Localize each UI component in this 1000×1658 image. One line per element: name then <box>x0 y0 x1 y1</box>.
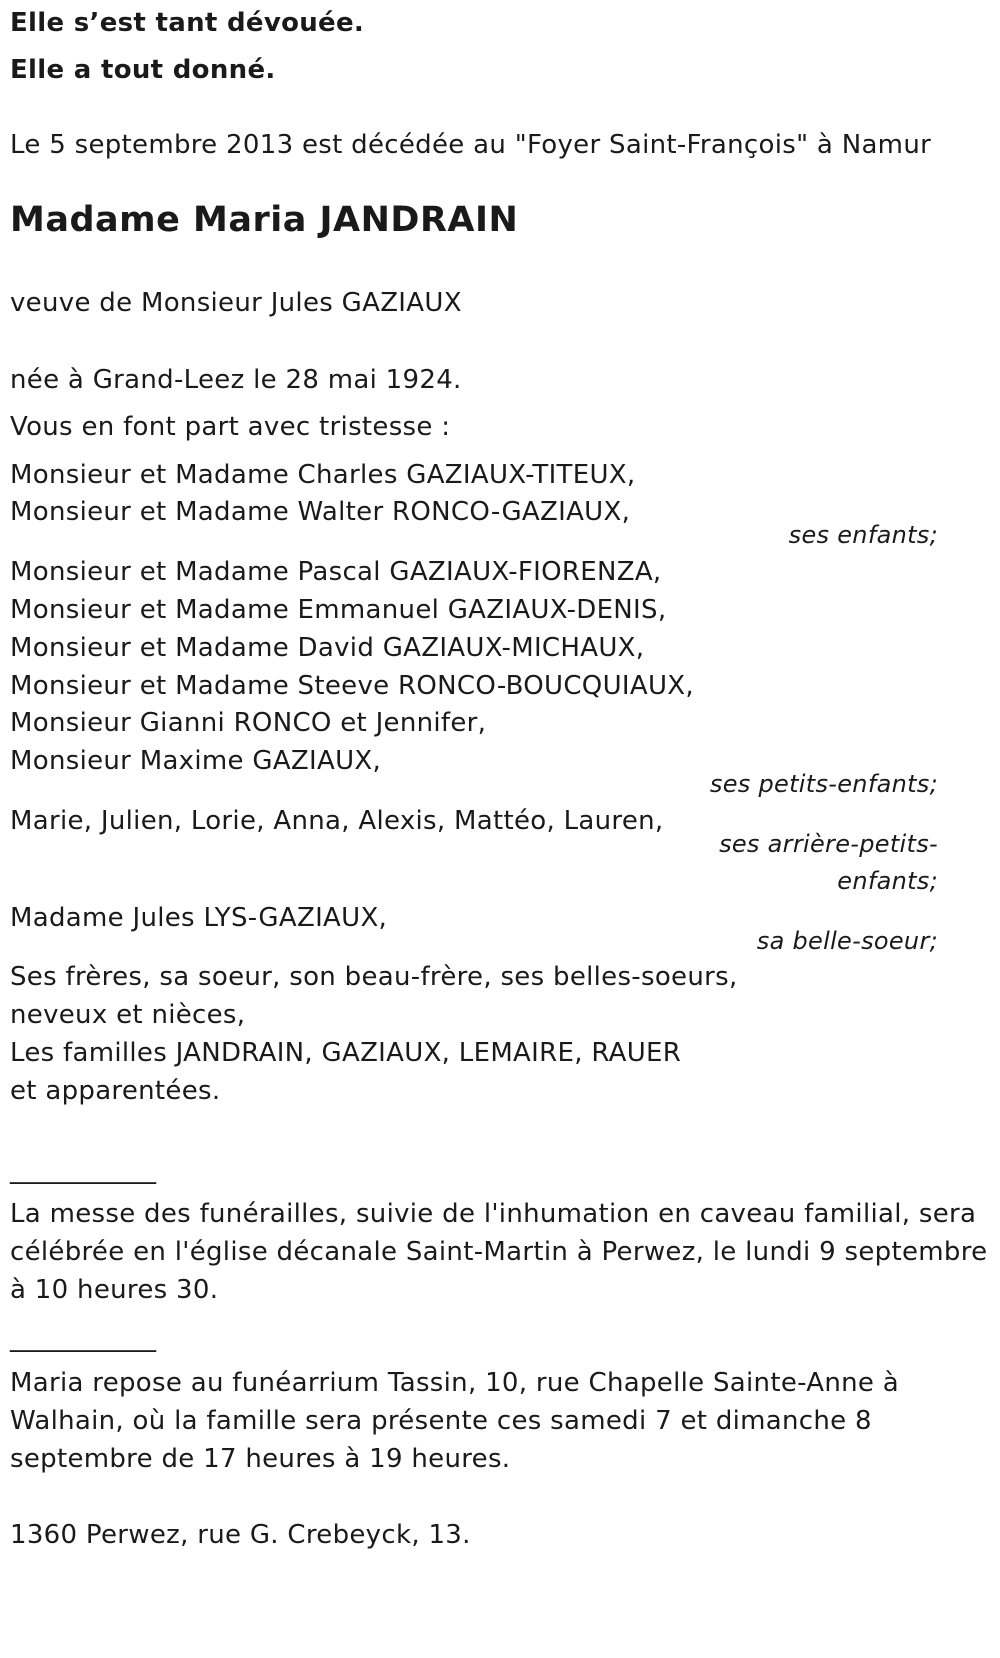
grandchildren-line: Monsieur Gianni RONCO et Jennifer, <box>10 708 487 738</box>
children-line: Monsieur et Madame Charles GAZIAUX-TITEUX, <box>10 460 636 490</box>
others-line: Ses frères, sa soeur, son beau-frère, ses belles-soeurs, <box>10 962 738 992</box>
widow-of: veuve de Monsieur Jules GAZIAUX <box>10 288 462 318</box>
visitation-line: septembre de 17 heures à 19 heures. <box>10 1444 511 1474</box>
separator-2: ___________ <box>10 1323 157 1353</box>
grandchildren-line: Monsieur et Madame Pascal GAZIAUX-FIORENZA, <box>10 557 662 587</box>
epigraph-line-2: Elle a tout donné. <box>10 55 276 85</box>
funeral-line: à 10 heures 30. <box>10 1275 219 1305</box>
separator-1: ___________ <box>10 1155 157 1185</box>
relation-great-grandchildren-1: ses arrière-petits- <box>719 830 938 858</box>
intro-text: Vous en font part avec tristesse : <box>10 412 451 442</box>
sister-in-law: Madame Jules LYS-GAZIAUX, <box>10 903 388 933</box>
grandchildren-line: Monsieur Maxime GAZIAUX, <box>10 746 382 776</box>
visitation-line: Walhain, où la famille sera présente ces samedi 7 et dimanche 8 <box>10 1406 872 1436</box>
others-line: Les familles JANDRAIN, GAZIAUX, LEMAIRE, RAUER <box>10 1038 682 1068</box>
grandchildren-line: Monsieur et Madame David GAZIAUX-MICHAUX, <box>10 633 645 663</box>
relation-great-grandchildren-2: enfants; <box>837 867 938 895</box>
children-line: Monsieur et Madame Walter RONCO-GAZIAUX, <box>10 497 631 527</box>
birth-info: née à Grand-Leez le 28 mai 1924. <box>10 365 462 395</box>
great-grandchildren: Marie, Julien, Lorie, Anna, Alexis, Mattéo, Lauren, <box>10 806 664 836</box>
others-line: et apparentées. <box>10 1076 221 1106</box>
funeral-line: célébrée en l'église décanale Saint-Martin à Perwez, le lundi 9 septembre <box>10 1237 988 1267</box>
announcement: Le 5 septembre 2013 est décédée au "Foyer Saint-François" à Namur <box>10 130 932 160</box>
grandchildren-line: Monsieur et Madame Emmanuel GAZIAUX-DENIS, <box>10 595 667 625</box>
relation-children: ses enfants; <box>788 521 938 549</box>
deceased-name: Madame Maria JANDRAIN <box>10 200 519 240</box>
address: 1360 Perwez, rue G. Crebeyck, 13. <box>10 1520 471 1550</box>
relation-grandchildren: ses petits-enfants; <box>709 770 938 798</box>
grandchildren-line: Monsieur et Madame Steeve RONCO-BOUCQUIAUX, <box>10 671 694 701</box>
epigraph-line-1: Elle s’est tant dévouée. <box>10 8 365 38</box>
others-line: neveux et nièces, <box>10 1000 246 1030</box>
visitation-line: Maria repose au funéarrium Tassin, 10, rue Chapelle Sainte-Anne à <box>10 1368 899 1398</box>
relation-sister-in-law: sa belle-soeur; <box>756 927 938 955</box>
funeral-line: La messe des funérailles, suivie de l'inhumation en caveau familial, sera <box>10 1199 977 1229</box>
